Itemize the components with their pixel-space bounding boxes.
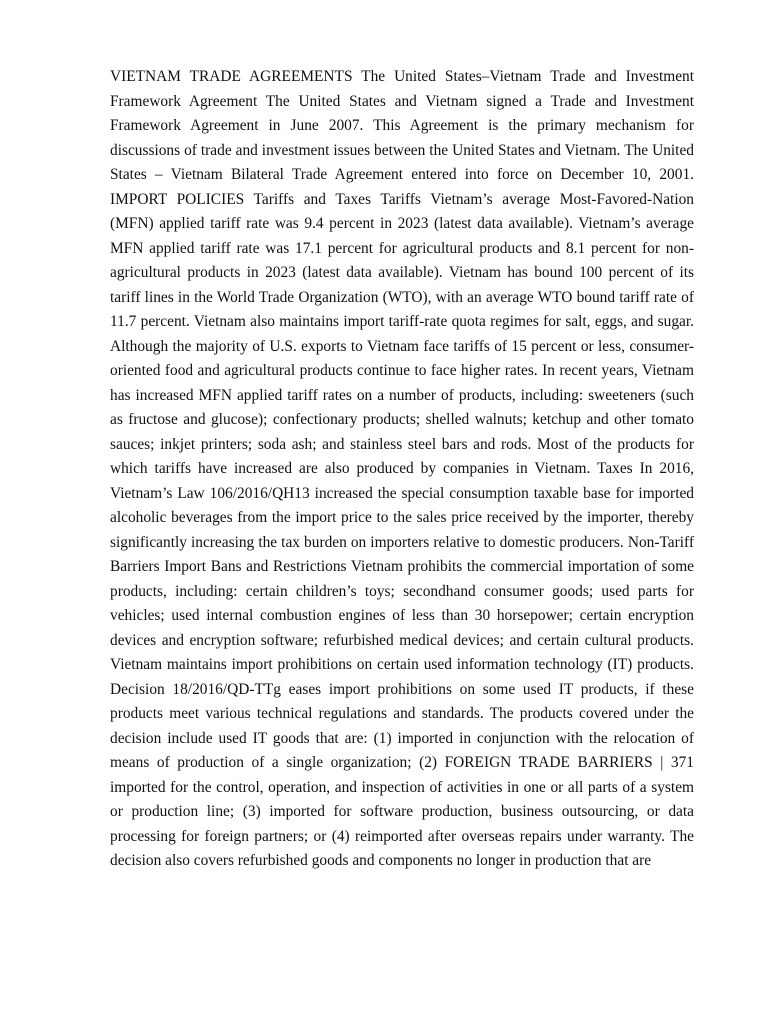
body-paragraph: VIETNAM TRADE AGREEMENTS The United States–Vietnam Trade and Investment Framework Agreement The United States and Vietnam signed a Trade and Investment Framework Agreement in June 2007. This Agreement is the primary mechanism for discussions of trade and investment issues between the United States and Vietnam. The United States – Vietnam Bilateral Trade Agreement entered into force on December 10, 2001. IMPORT POLICIES Tariffs and Taxes Tariffs Vietnam’s average Most-Favored-Nation (MFN) applied tariff rate was 9.4 percent in 2023 (latest data available). Vietnam’s average MFN applied tariff rate was 17.1 percent for agricultural products and 8.1 percent for non-agricultural products in 2023 (latest data available). Vietnam has bound 100 percent of its tariff lines in the World Trade Organization (WTO), with an average WTO bound tariff rate of 11.7 percent. Vietnam also maintains import tariff-rate quota regimes for salt, eggs, and sugar. Although the majority of U.S. exports to Vietnam face tariffs of 15 percent or less, consumer-oriented food and agricultural products continue to face higher rates. In recent years, Vietnam has increased MFN applied tariff rates on a number of products, including: sweeteners (such as fructose and glucose); confectionary products; shelled walnuts; ketchup and other tomato sauces; inkjet printers; soda ash; and stainless steel bars and rods. Most of the products for which tariffs have increased are also produced by companies in Vietnam. Taxes In 2016, Vietnam’s Law 106/2016/QH13 increased the special consumption taxable base for imported alcoholic beverages from the import price to the sales price received by the importer, thereby significantly increasing the tax burden on importers relative to domestic producers. Non-Tariff Barriers Import Bans and Restrictions Vietnam prohibits the commercial importation of some products, including: certain children’s toys; secondhand consumer goods; used parts for vehicles; used internal combustion engines of less than 30 horsepower; certain encryption devices and encryption software; refurbished medical devices; and certain cultural products. Vietnam maintains import prohibitions on certain used information technology (IT) products. Decision 18/2016/QD-TTg eases import prohibitions on some used IT products, if these products meet various technical regulations and standards. The products covered under the decision include used IT goods that are: (1) imported in conjunction with the relocation of means of production of a single organization; (2) FOREIGN TRADE BARRIERS | 371 imported for the control, operation, and inspection of activities in one or all parts of a system or production line; (3) imported for software production, business outsourcing, or data processing for foreign partners; or (4) reimported after overseas repairs under warranty. The decision also covers refurbished goods and components no longer in production that are <box>110 68 694 869</box>
